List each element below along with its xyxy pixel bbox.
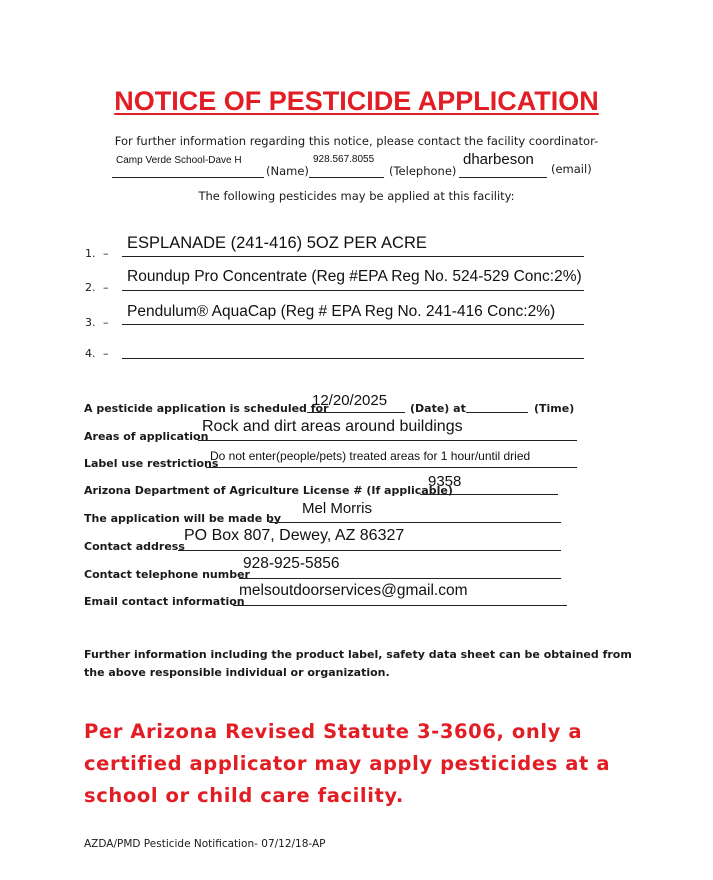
further-info: Further information including the product label, safety data sheet can be obtained from the above responsible individual or organization. xyxy=(84,648,632,679)
pesticide-line-2 xyxy=(122,290,584,291)
contact-email-label: Email contact information xyxy=(84,595,245,608)
made-by-label: The application will be made by xyxy=(84,512,282,525)
pesticide-number: 3. xyxy=(85,316,96,329)
made-by-value: Mel Morris xyxy=(302,500,372,517)
pesticide-number: 1. xyxy=(85,247,96,260)
coordinator-phone: 928.567.8055 xyxy=(313,154,375,165)
contact-phone-value: 928-925-5856 xyxy=(243,555,340,572)
areas-value: Rock and dirt areas around buildings xyxy=(202,418,463,435)
pesticides-intro: The following pesticides may be applied at this facility: xyxy=(198,189,515,203)
areas-label: Areas of application xyxy=(84,430,209,443)
schedule-time-line xyxy=(466,412,528,413)
license-value: 9358 xyxy=(428,473,462,490)
pesticide-dash: – xyxy=(103,247,109,260)
schedule-date-label: (Date) at xyxy=(410,402,466,415)
contact-email-line xyxy=(233,605,567,606)
made-by-line xyxy=(269,522,561,523)
address-label: Contact address xyxy=(84,540,185,553)
areas-line xyxy=(198,440,577,441)
pesticide-number: 2. xyxy=(85,281,96,294)
restrictions-line xyxy=(206,467,577,468)
pesticide-item-2: Roundup Pro Concentrate (Reg #EPA Reg No. 524-529 Conc:2%) xyxy=(127,268,582,285)
schedule-date: 12/20/2025 xyxy=(312,392,388,409)
coordinator-name-line xyxy=(112,177,264,178)
pesticide-item-3: Pendulum® AquaCap (Reg # EPA Reg No. 241-416 Conc:2%) xyxy=(127,303,556,320)
contact-phone-label: Contact telephone number xyxy=(84,568,250,581)
schedule-time-label: (Time) xyxy=(534,402,575,415)
address-value: PO Box 807, Dewey, AZ 86327 xyxy=(184,527,405,544)
pesticide-line-4 xyxy=(122,358,584,359)
license-line xyxy=(420,494,558,495)
intro-text: For further information regarding this notice, please contact the facility coordinator- xyxy=(114,134,599,148)
coordinator-phone-label: (Telephone) xyxy=(389,164,457,178)
contact-email-value: melsoutdoorservices@gmail.com xyxy=(239,582,468,599)
page-title: NOTICE OF PESTICIDE APPLICATION xyxy=(114,86,599,116)
restrictions-label: Label use restrictions xyxy=(84,457,219,470)
pesticide-dash: – xyxy=(103,316,109,329)
pesticide-number: 4. xyxy=(85,347,96,360)
coordinator-name-label: (Name) xyxy=(266,164,309,178)
coordinator-email-line xyxy=(459,177,547,178)
contact-phone-line xyxy=(239,578,561,579)
coordinator-phone-line xyxy=(309,177,384,178)
pesticide-line-1 xyxy=(122,256,584,257)
coordinator-email-label: (email) xyxy=(551,162,592,176)
pesticide-dash: – xyxy=(103,347,109,360)
restrictions-value: Do not enter(people/pets) treated areas for 1 hour/until dried xyxy=(210,449,531,463)
pesticide-dash: – xyxy=(103,281,109,294)
form-footer: AZDA/PMD Pesticide Notification- 07/12/18-AP xyxy=(84,838,326,850)
address-line xyxy=(178,550,561,551)
schedule-label: A pesticide application is scheduled for xyxy=(84,402,329,415)
pesticide-item-1: ESPLANADE (241-416) 5OZ PER ACRE xyxy=(127,234,427,252)
coordinator-name: Camp Verde School-Dave H xyxy=(116,155,242,166)
schedule-date-line xyxy=(307,412,405,413)
statute-notice: Per Arizona Revised Statute 3-3606, only a certified applicator may apply pesticides at a school or child care facility. xyxy=(84,720,611,807)
coordinator-email: dharbeson xyxy=(463,151,534,168)
pesticide-line-3 xyxy=(122,324,584,325)
license-label: Arizona Department of Agriculture License # (If applicable) xyxy=(84,484,453,497)
